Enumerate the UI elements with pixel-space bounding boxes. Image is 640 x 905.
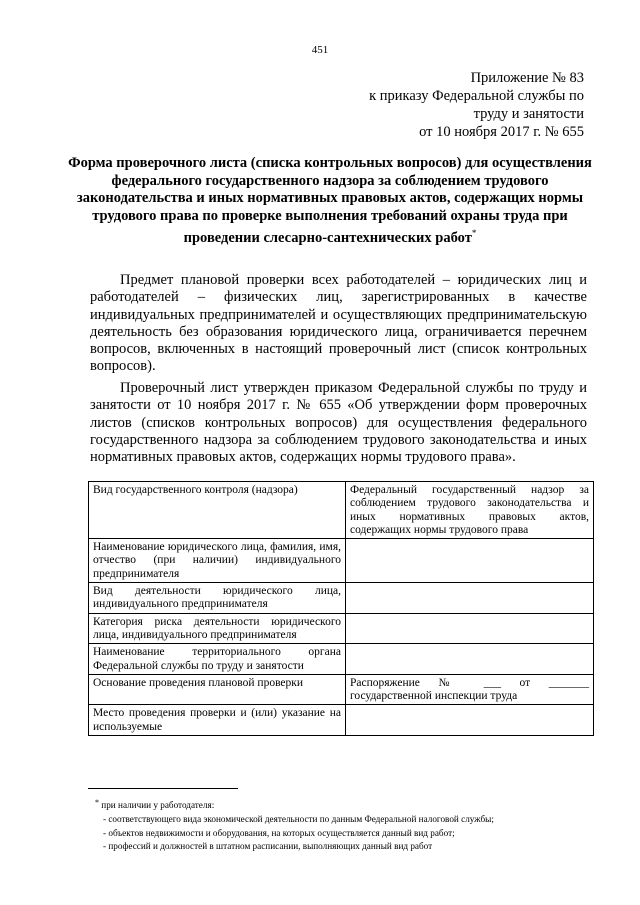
- table-cell-value: [346, 539, 594, 583]
- title-text: Форма проверочного листа (списка контрольных вопросов) для осуществления федерального государственного надзора за соблюдением трудового законодательства и иных нормативных правовых актов, содержащих нормы трудового права по проверке выполнения требований охраны труда при проведении слесарно-сантехнических работ: [68, 155, 592, 246]
- paragraph-scope: Предмет плановой проверки всех работодателей – юридических лиц и работодателей – физических лиц, зарегистрированных в качестве индивидуальных предпринимателей и осуществляющих предпринимательскую деятельность без образования юридического лица, ограничивается перечнем вопросов, включенных в настоящий проверочный лист (список контрольных вопросов).: [90, 272, 587, 375]
- table-cell-label: Вид государственного контроля (надзора): [89, 482, 346, 539]
- appendix-line: к приказу Федеральной службы по: [369, 88, 584, 104]
- appendix-line: от 10 ноября 2017 г. № 655: [419, 124, 584, 140]
- document-title: [60, 155, 600, 248]
- page-number: 451: [311, 44, 329, 56]
- footnote-intro: [95, 796, 595, 813]
- appendix-header: [369, 69, 584, 141]
- table-cell-label: Место проведения проверки и (или) указание на используемые: [89, 705, 346, 736]
- table-cell-value: Федеральный государственный надзор за соблюдением трудового законодательства и иных нормативных правовых актов, содержащих нормы трудового права: [346, 482, 594, 539]
- table-cell-value: Распоряжение № ___ от _______ государственной инспекции труда: [346, 674, 594, 705]
- footnote-item: - объектов недвижимости и оборудования, на которых осуществляется данный вид работ;: [103, 827, 455, 838]
- table-cell-value: [346, 613, 594, 644]
- footnote-divider: [88, 788, 238, 789]
- table-row: [89, 539, 594, 583]
- table-row: [89, 674, 594, 705]
- table-cell-label: Категория риска деятельности юридического лица, индивидуального предпринимателя: [89, 613, 346, 644]
- table-row: [89, 482, 594, 539]
- appendix-line: Приложение № 83: [470, 70, 584, 86]
- footnote-intro-text: при наличии у работодателя:: [101, 800, 215, 810]
- inspection-info-table: [88, 481, 594, 736]
- table-row: [89, 613, 594, 644]
- table-row: [89, 583, 594, 614]
- table-cell-value: [346, 644, 594, 675]
- footnote-item: - профессий и должностей в штатном расписании, выполняющих данный вид работ: [103, 841, 433, 852]
- table-cell-value: [346, 705, 594, 736]
- paragraph-approval: Проверочный лист утвержден приказом Федеральной службы по труду и занятости от 10 ноября 2017 г. № 655 «Об утверждении форм проверочных листов (списков контрольных вопросов) для осуществления федерального государственного надзора за соблюдением трудового законодательства и иных нормативных правовых актов, содержащих нормы трудового права».: [90, 380, 587, 466]
- appendix-line: труду и занятости: [473, 106, 584, 122]
- table-cell-label: Вид деятельности юридического лица, индивидуального предпринимателя: [89, 583, 346, 614]
- footnote-mark: *: [95, 798, 99, 807]
- table-cell-value: [346, 583, 594, 614]
- footnotes: [95, 796, 595, 854]
- table-row: [89, 705, 594, 736]
- table-cell-label: Наименование юридического лица, фамилия, имя, отчество (при наличии) индивидуального предпринимателя: [89, 539, 346, 583]
- table-row: [89, 644, 594, 675]
- table-cell-label: Основание проведения плановой проверки: [89, 674, 346, 705]
- table-cell-label: Наименование территориального органа Федеральной службы по труду и занятости: [89, 644, 346, 675]
- footnote-item: - соответствующего вида экономической деятельности по данным Федеральной налоговой службы;: [103, 813, 494, 824]
- title-footnote-mark: *: [471, 228, 477, 238]
